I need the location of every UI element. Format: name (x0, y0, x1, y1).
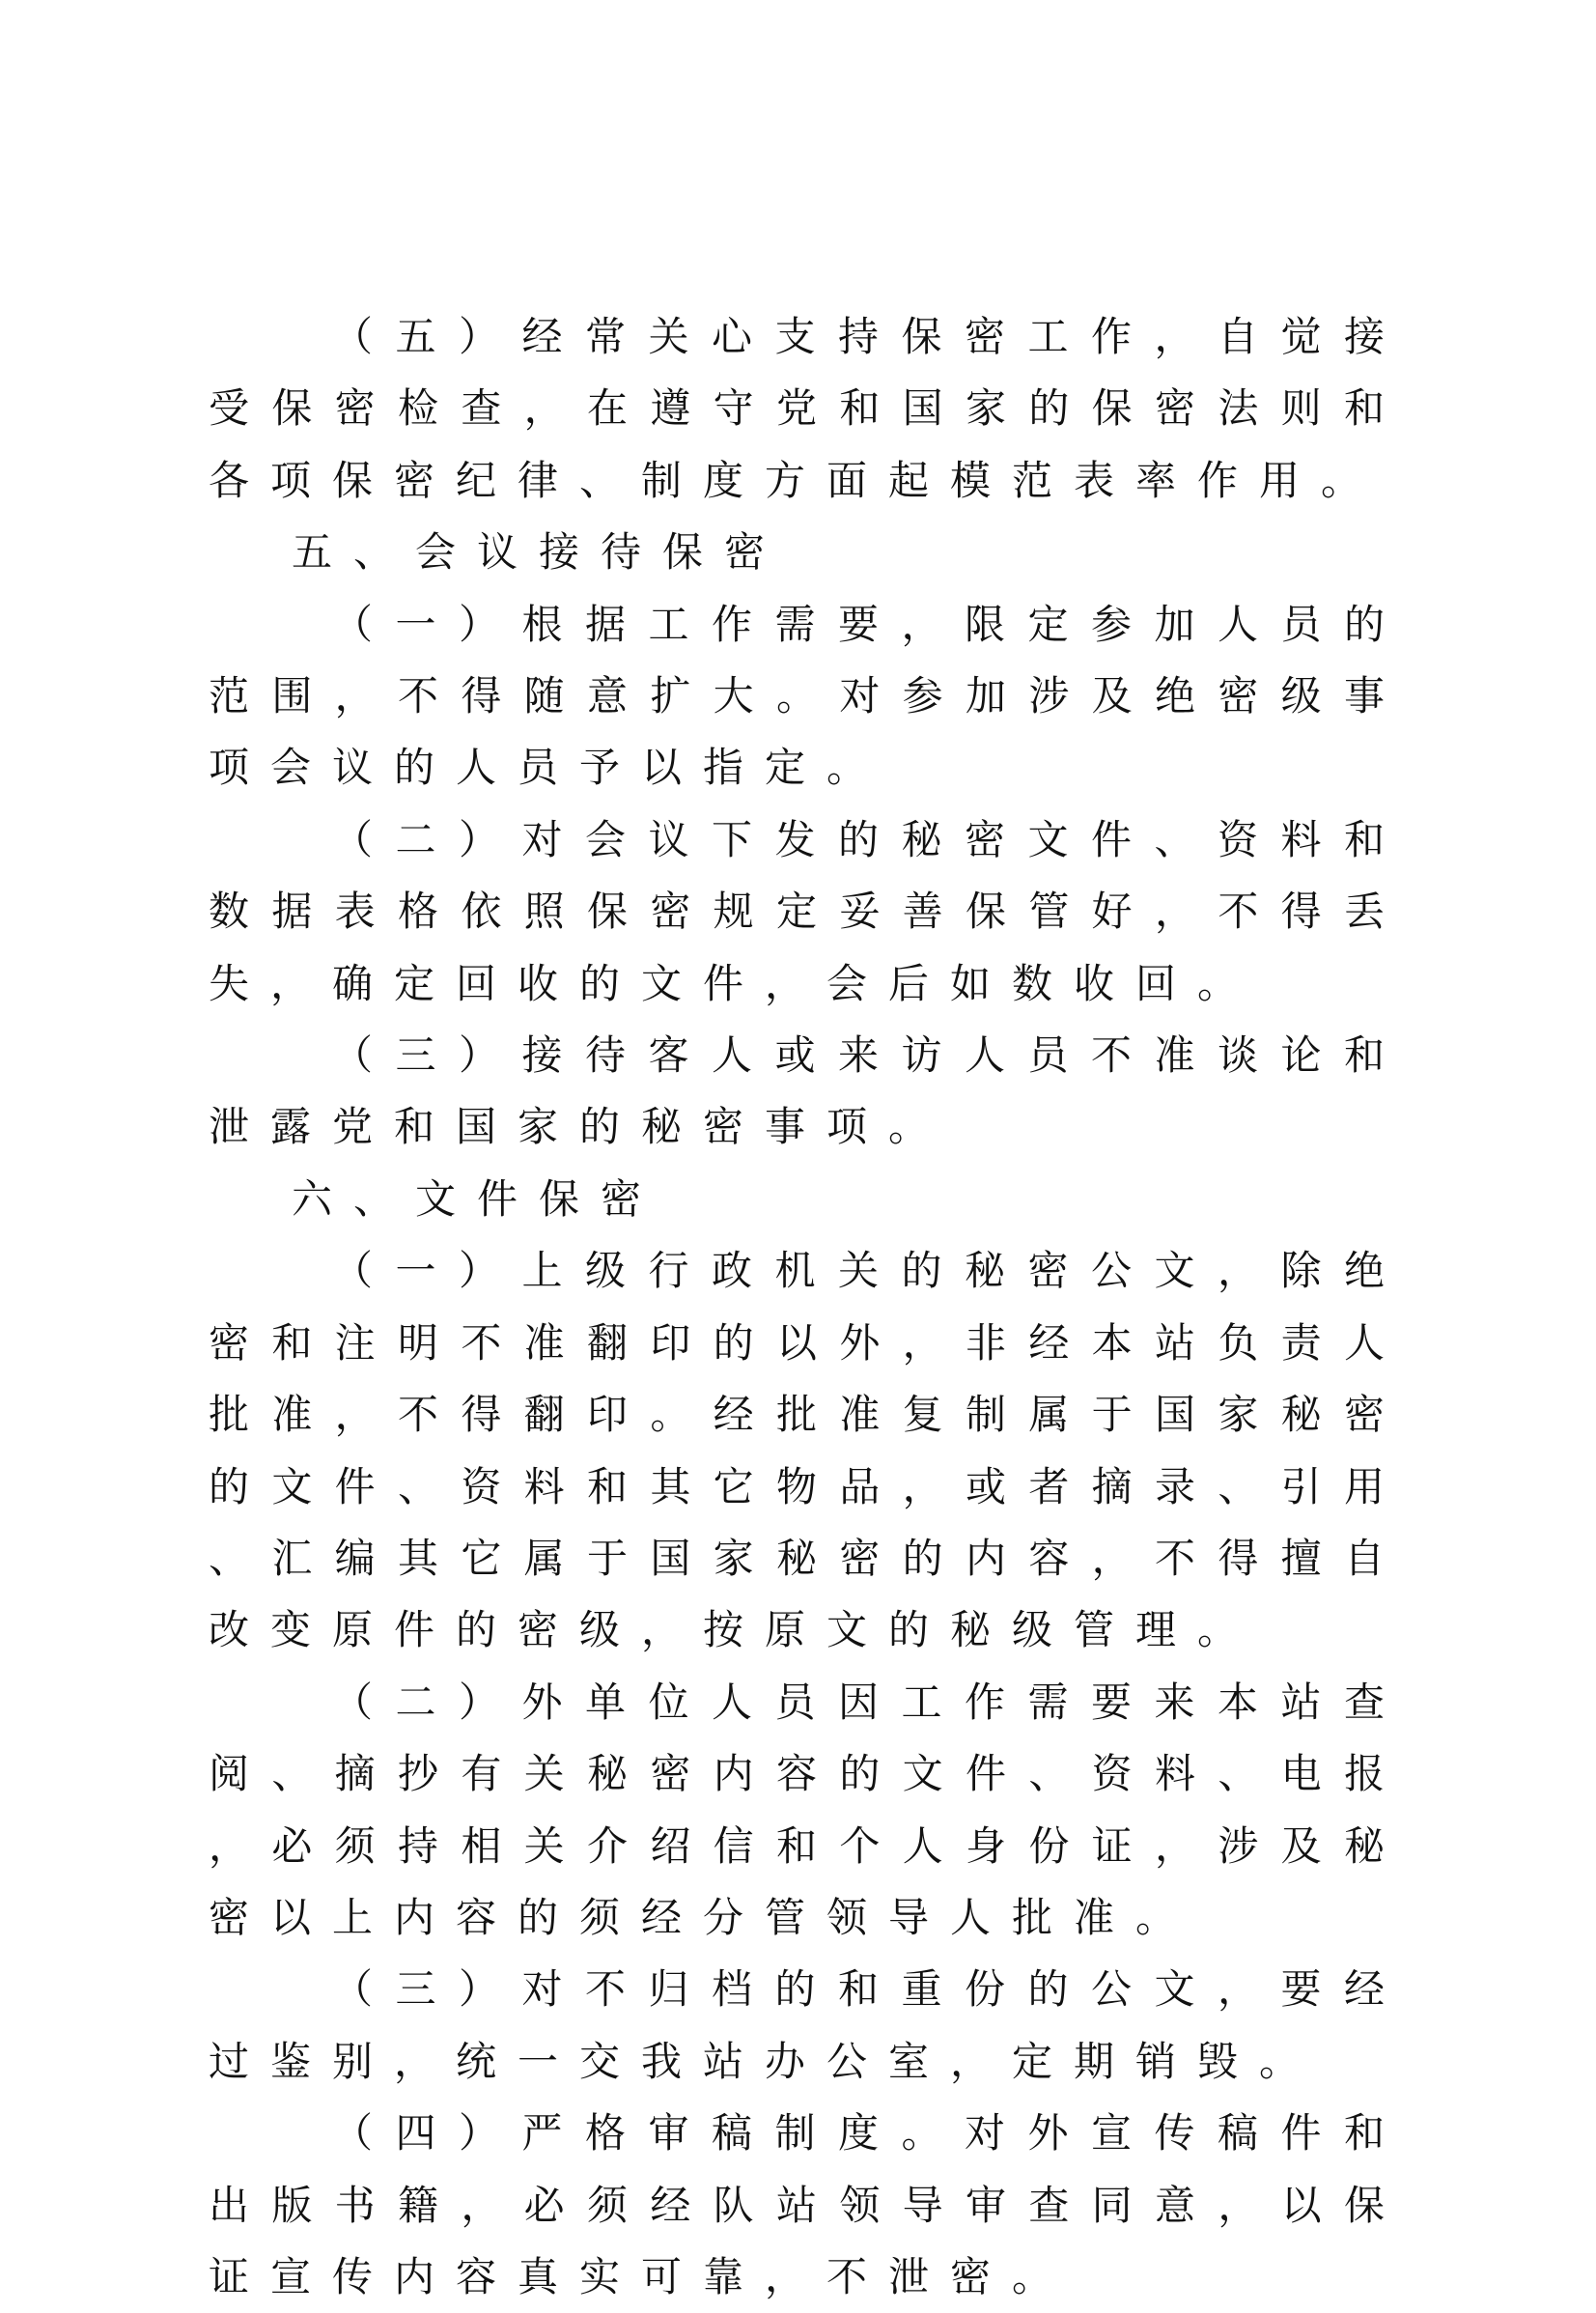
paragraph-conduct-5: （五）经常关心支持保密工作，自觉接受保密检查，在遵守党和国家的保密法则和各项保密纪律、制度方面起模范表率作用。 (209, 313, 1406, 504)
paragraph-document-4: （四）严格审稿制度。对外宣传稿件和出版书籍，必须经队站领导审查同意，以保证宣传内容真实可靠，不泄密。 (209, 2109, 1406, 2300)
paragraph-document-1: （一）上级行政机关的秘密公文，除绝密和注明不准翻印的以外，非经本站负责人批准，不得翻印。经批准复制属于国家秘密的文件、资料和其它物品，或者摘录、引用、汇编其它属于国家秘密的内容，不得擅自改变原件的密级，按原文的秘级管理。 (209, 1247, 1406, 1654)
paragraph-meeting-3: （三）接待客人或来访人员不准谈论和泄露党和国家的秘密事项。 (209, 1031, 1406, 1151)
paragraph-meeting-1: （一）根据工作需要，限定参加人员的范围，不得随意扩大。对参加涉及绝密级事项会议的人员予以指定。 (209, 600, 1406, 792)
paragraph-document-3: （三）对不归档的和重份的公文，要经过鉴别，统一交我站办公室，定期销毁。 (209, 1965, 1406, 2085)
section-heading-meeting-reception: 五、会议接待保密 (292, 528, 787, 577)
document-page (209, 301, 1406, 2313)
section-heading-document-secrecy: 六、文件保密 (292, 1174, 663, 1223)
paragraph-meeting-2: （二）对会议下发的秘密文件、资料和数据表格依照保密规定妥善保管好，不得丢失，确定回收的文件，会后如数收回。 (209, 815, 1406, 1007)
paragraph-document-2: （二）外单位人员因工作需要来本站查阅、摘抄有关秘密内容的文件、资料、电报，必须持相关介绍信和个人身份证，涉及秘密以上内容的须经分管领导人批准。 (209, 1678, 1406, 1941)
